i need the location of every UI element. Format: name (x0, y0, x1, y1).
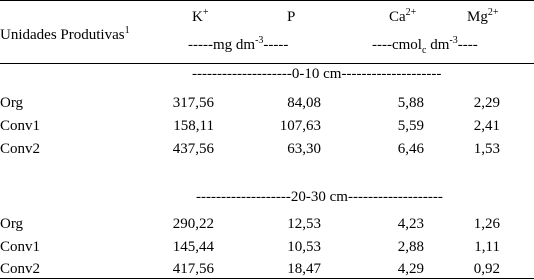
unit-cmol-sub: c (421, 45, 427, 56)
ca-value: 2,88 (397, 239, 424, 255)
k-value: 437,56 (172, 141, 214, 157)
k-value: 290,22 (172, 216, 214, 232)
ca-value: 4,29 (397, 261, 424, 277)
ca-symbol: Ca (389, 9, 406, 25)
ca-value: 5,88 (397, 95, 424, 111)
unit-cmol-dm: dm (426, 37, 450, 53)
p-symbol: P (287, 9, 296, 25)
top-rule (0, 0, 534, 1)
ca-value: 4,23 (397, 216, 424, 232)
row-name: Org (0, 216, 24, 232)
k-value: 417,56 (172, 261, 214, 277)
k-charge: + (202, 7, 209, 18)
k-header (192, 7, 209, 25)
p-value: 63,30 (287, 141, 321, 157)
unit-mg-dm3 (188, 35, 289, 53)
mg-charge: 2+ (487, 7, 499, 18)
row-name: Org (0, 95, 24, 111)
row-name: Conv2 (0, 141, 41, 157)
k-value: 317,56 (172, 95, 214, 111)
mg-value: 1,11 (474, 239, 500, 255)
ca-value: 6,46 (397, 141, 424, 157)
ca-charge: 2+ (405, 7, 417, 18)
unit-cmol-text: ----cmol (372, 37, 422, 53)
row-name: Conv1 (0, 239, 41, 255)
k-symbol: K (192, 9, 203, 25)
mg-value: 0,92 (473, 261, 500, 277)
p-value: 84,08 (287, 95, 321, 111)
p-value: 107,63 (279, 118, 321, 134)
row-name: Conv2 (0, 261, 41, 277)
mg-header (467, 7, 499, 25)
p-value: 10,53 (287, 239, 321, 255)
footnote-marker: 1 (124, 25, 130, 36)
depth-section-label: --------------------0-10 cm-------------------- (192, 66, 442, 82)
unit-mg-text: -----mg dm (188, 37, 256, 53)
mg-value: 2,41 (473, 118, 500, 134)
k-value: 145,44 (172, 239, 214, 255)
unit-mg-exp: -3 (255, 35, 264, 46)
row-label-header (0, 25, 130, 43)
unit-cmol-dashes: ---- (457, 37, 478, 53)
mg-value: 1,26 (473, 216, 500, 232)
mg-value: 1,53 (473, 141, 500, 157)
p-value: 18,47 (287, 261, 321, 277)
row-name: Conv1 (0, 118, 41, 134)
ca-value: 5,59 (397, 118, 424, 134)
row-label-text: Unidades Produtivas (0, 27, 125, 43)
depth-section-label: -------------------20-30 cm------------------- (196, 189, 443, 205)
unit-mg-dashes: ----- (263, 37, 289, 53)
p-header (287, 10, 295, 25)
unit-cmol-exp: -3 (449, 35, 458, 46)
k-value: 158,11 (173, 118, 214, 134)
mg-value: 2,29 (473, 95, 500, 111)
unit-cmol-dm3 (372, 35, 478, 56)
mg-symbol: Mg (467, 9, 488, 25)
header-rule (0, 63, 534, 64)
bottom-rule (0, 278, 534, 279)
p-value: 12,53 (287, 216, 321, 232)
ca-header (389, 7, 417, 25)
